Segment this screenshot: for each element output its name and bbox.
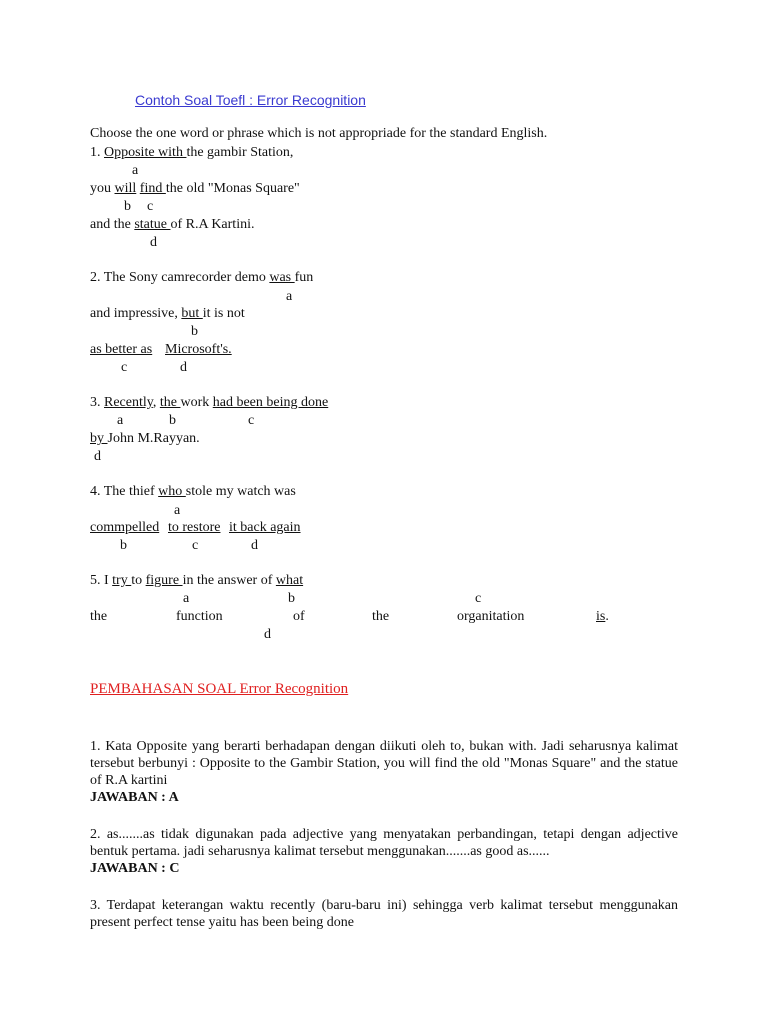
q5-option-b: figure bbox=[145, 573, 183, 588]
q2-text: and impressive, bbox=[90, 306, 182, 321]
q4-text: 4. The thief bbox=[90, 484, 159, 499]
discussion-2: 2. as.......as tidak digunakan pada adjective yang menyatakan perbandingan, tetapi dengan adjective bentuk pertama. jadi seharusnya kalimat tersebut menggunakan.......as good as...... bbox=[90, 827, 678, 859]
q3-letter-c: c bbox=[248, 413, 255, 428]
q3-number: 3. bbox=[90, 395, 104, 410]
q4-letter-a: a bbox=[174, 503, 181, 518]
q5-letter-b: b bbox=[288, 591, 295, 606]
q3-text: , bbox=[152, 395, 160, 410]
q5-option-d: is bbox=[596, 609, 606, 624]
q1-text: and the bbox=[90, 217, 135, 232]
question-1-line-3 bbox=[90, 217, 254, 233]
q5-text: in the answer of bbox=[182, 573, 276, 588]
q3-option-c: had been being done bbox=[212, 395, 329, 410]
q3-letter-a: a bbox=[117, 413, 124, 428]
q2-letter-a: a bbox=[286, 289, 293, 304]
q1-option-c: find bbox=[139, 181, 166, 196]
question-4-line-1 bbox=[90, 484, 296, 500]
discussion-1: 1. Kata Opposite yang berarti berhadapan dengan diikuti oleh to, bukan with. Jadi seharusnya kalimat tersebut berbunyi : Opposite to the Gambir Station, you will find the old "Monas Square" and the statue of R.A kartini bbox=[90, 739, 678, 788]
q5-word: the bbox=[90, 609, 108, 624]
q2-text: it is not bbox=[202, 306, 245, 321]
question-1-line-2 bbox=[90, 181, 300, 197]
q3-letter-d: d bbox=[94, 449, 101, 464]
q1-text: the gambir Station, bbox=[186, 145, 294, 160]
q5-option-c: what bbox=[275, 573, 304, 588]
q4-option-b: commpelled bbox=[90, 520, 160, 535]
q5-period: . bbox=[605, 609, 609, 624]
q4-letter-d: d bbox=[251, 538, 258, 553]
q4-option-c: to restore bbox=[168, 520, 221, 535]
q4-letter-c: c bbox=[192, 538, 199, 553]
q1-letter-c: c bbox=[147, 199, 154, 214]
q4-letter-b: b bbox=[120, 538, 127, 553]
q5-text: to bbox=[131, 573, 146, 588]
q1-text: of R.A Kartini. bbox=[170, 217, 255, 232]
q2-letter-d: d bbox=[180, 360, 187, 375]
q3-option-b: the bbox=[159, 395, 181, 410]
answer-2: JAWABAN : C bbox=[90, 861, 180, 876]
q1-option-d: statue bbox=[134, 217, 171, 232]
q5-letter-c: c bbox=[475, 591, 482, 606]
q5-letter-d: d bbox=[264, 627, 271, 642]
q5-text: 5. I bbox=[90, 573, 113, 588]
discussion-3: 3. Terdapat keterangan waktu recently (baru-baru ini) sehingga verb kalimat tersebut menggunakan present perfect tense yaitu has been being done bbox=[90, 898, 678, 930]
q2-letter-c: c bbox=[121, 360, 128, 375]
question-2-line-2 bbox=[90, 306, 245, 322]
question-3-line-2 bbox=[90, 431, 200, 447]
q3-option-d: by bbox=[90, 431, 108, 446]
q3-text: work bbox=[180, 395, 213, 410]
q1-text: you bbox=[90, 181, 115, 196]
q2-option-c: as better as bbox=[90, 342, 153, 357]
q5-letter-a: a bbox=[183, 591, 190, 606]
q1-number: 1. bbox=[90, 145, 104, 160]
q1-option-a: Opposite with bbox=[104, 145, 187, 160]
q5-option-d-wrap bbox=[596, 609, 609, 625]
q1-letter-a: a bbox=[132, 163, 139, 178]
q5-option-a: try bbox=[112, 573, 132, 588]
q5-word: function bbox=[176, 609, 223, 624]
q2-letter-b: b bbox=[191, 324, 198, 339]
q2-text: fun bbox=[294, 270, 314, 285]
q5-word: of bbox=[293, 609, 305, 624]
q5-word: organitation bbox=[457, 609, 525, 624]
question-1-line-1 bbox=[90, 145, 293, 161]
q2-option-b: but bbox=[181, 306, 203, 321]
page-title[interactable]: Contoh Soal Toefl : Error Recognition bbox=[135, 92, 366, 108]
q4-option-d: it back again bbox=[229, 520, 301, 535]
instruction-text: Choose the one word or phrase which is not appropriade for the standard English. bbox=[90, 126, 548, 141]
q2-option-a: was bbox=[269, 270, 295, 285]
q3-text: John M.Rayyan. bbox=[107, 431, 200, 446]
question-5-line-1 bbox=[90, 573, 303, 589]
q1-option-b: will bbox=[114, 181, 137, 196]
q2-text: 2. The Sony camrecorder demo bbox=[90, 270, 270, 285]
q3-option-a: Recently bbox=[104, 395, 153, 410]
q2-option-d: Microsoft's. bbox=[165, 342, 232, 357]
q4-option-a: who bbox=[158, 484, 186, 499]
q1-letter-b: b bbox=[124, 199, 131, 214]
discussion-title: PEMBAHASAN SOAL Error Recognition bbox=[90, 681, 349, 697]
question-2-line-1 bbox=[90, 270, 313, 286]
question-3-line-1 bbox=[90, 395, 328, 411]
q4-text: stole my watch was bbox=[185, 484, 296, 499]
q3-letter-b: b bbox=[169, 413, 176, 428]
answer-1: JAWABAN : A bbox=[90, 790, 179, 805]
q5-word: the bbox=[372, 609, 390, 624]
q1-letter-d: d bbox=[150, 235, 157, 250]
q1-text: the old "Monas Square" bbox=[165, 181, 300, 196]
